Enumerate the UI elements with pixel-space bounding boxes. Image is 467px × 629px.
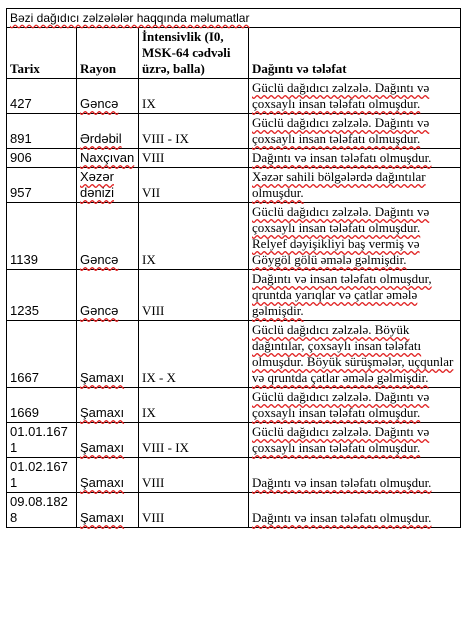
cell-damage: Güclü dağıdıcı zəlzələ. Dağıntı və çoxsaylı insan tələfatı olmuşdur. xyxy=(249,423,461,458)
table-row xyxy=(7,203,461,270)
cell-year: 01.02.1671 xyxy=(7,458,77,493)
caption-row xyxy=(7,9,461,28)
cell-region: Naxçıvan xyxy=(77,149,139,168)
cell-damage: Dağıntı və insan tələfatı olmuşdur, qruntda yarıqlar və çatlar əmələ gəlmişdir. xyxy=(249,270,461,321)
cell-damage: Güclü dağıdıcı zəlzələ. Dağıntı və çoxsaylı insan tələfatı olmuşdur. Relyef dəyişikliyi baş vermiş və Göygöl gölü əmələ gəlmişdir. xyxy=(249,203,461,270)
cell-region: Gəncə xyxy=(77,203,139,270)
cell-year: 1235 xyxy=(7,270,77,321)
cell-year: 891 xyxy=(7,114,77,149)
cell-intensity: IX - X xyxy=(139,321,249,388)
cell-damage: Güclü dağıdıcı zəlzələ. Dağıntı və çoxsaylı insan tələfatı olmuşdur. xyxy=(249,114,461,149)
header-damage: Dağıntı və tələfat xyxy=(249,28,461,79)
cell-region: Gəncə xyxy=(77,270,139,321)
cell-region: Şamaxı xyxy=(77,321,139,388)
cell-region: Şamaxı xyxy=(77,423,139,458)
header-row xyxy=(7,28,461,79)
cell-intensity: IX xyxy=(139,388,249,423)
table-caption: Bəzi dağıdıcı zəlzələlər haqqında məlumatlar xyxy=(7,9,461,28)
cell-intensity: IX xyxy=(139,79,249,114)
cell-year: 09.08.1828 xyxy=(7,493,77,528)
header-region: Rayon xyxy=(77,28,139,79)
earthquake-table xyxy=(6,8,461,528)
cell-damage: Güclü dağıdıcı zəlzələ. Böyük dağıntılar, çoxsaylı insan tələfatı olmuşdur. Böyük sürüşmələr, uçqunlar və qruntda çatlar əmələ gəlmişdir. xyxy=(249,321,461,388)
cell-region: Ərdəbil xyxy=(77,114,139,149)
cell-year: 906 xyxy=(7,149,77,168)
table-row xyxy=(7,321,461,388)
cell-damage: Dağıntı və insan tələfatı olmuşdur. xyxy=(249,458,461,493)
cell-damage: Dağıntı və insan tələfatı olmuşdur. xyxy=(249,149,461,168)
table-row xyxy=(7,388,461,423)
cell-year: 427 xyxy=(7,79,77,114)
table-row xyxy=(7,168,461,203)
cell-damage: Güclü dağıdıcı zəlzələ. Dağıntı və çoxsaylı insan tələfatı olmuşdur. xyxy=(249,79,461,114)
table-row xyxy=(7,493,461,528)
cell-year: 01.01.1671 xyxy=(7,423,77,458)
cell-damage: Xəzər sahili bölgələrdə dağıntılar olmuşdur. xyxy=(249,168,461,203)
cell-region: Şamaxı xyxy=(77,493,139,528)
header-intensity: İntensivlik (I0, MSK-64 cədvəli üzrə, balla) xyxy=(139,28,249,79)
cell-region: Şamaxı xyxy=(77,458,139,493)
cell-region: Xəzər dənizi xyxy=(77,168,139,203)
cell-year: 1667 xyxy=(7,321,77,388)
table-row xyxy=(7,458,461,493)
table-row xyxy=(7,114,461,149)
cell-intensity: VIII xyxy=(139,493,249,528)
cell-region: Şamaxı xyxy=(77,388,139,423)
cell-intensity: VIII xyxy=(139,458,249,493)
table-row xyxy=(7,270,461,321)
cell-intensity: VIII xyxy=(139,270,249,321)
cell-year: 1139 xyxy=(7,203,77,270)
cell-intensity: VII xyxy=(139,168,249,203)
cell-year: 957 xyxy=(7,168,77,203)
table-row xyxy=(7,149,461,168)
table-row xyxy=(7,79,461,114)
cell-damage: Güclü dağıdıcı zəlzələ. Dağıntı və çoxsaylı insan tələfatı olmuşdur. xyxy=(249,388,461,423)
document-page xyxy=(6,8,461,528)
cell-intensity: IX xyxy=(139,203,249,270)
cell-damage: Dağıntı və insan tələfatı olmuşdur. xyxy=(249,493,461,528)
cell-year: 1669 xyxy=(7,388,77,423)
header-year: Tarix xyxy=(7,28,77,79)
cell-intensity: VIII xyxy=(139,149,249,168)
cell-region: Gəncə xyxy=(77,79,139,114)
cell-intensity: VIII - IX xyxy=(139,114,249,149)
cell-intensity: VIII - IX xyxy=(139,423,249,458)
table-row xyxy=(7,423,461,458)
